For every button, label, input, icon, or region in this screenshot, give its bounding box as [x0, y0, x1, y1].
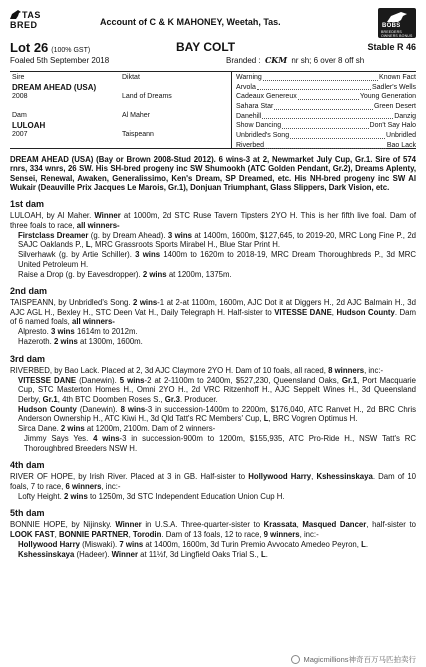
text-run: LULOAH, by Al Maher. — [10, 211, 95, 221]
ped-great-grandparent: Sadler's Wells — [372, 83, 416, 91]
dam-section — [10, 354, 416, 453]
bold-text: VITESSE DANE — [18, 375, 77, 385]
ped-grandparent: Show Dancing — [236, 122, 282, 130]
text-run: , Port Macquarie Cup, STC Masterton Homes H., Omni 2YO H., 2d VRC Ritzenhoff H., AJC Seppelt Wines H., 3d Queensland Derby, — [18, 375, 416, 404]
gst-note: (100% GST) — [51, 47, 91, 54]
bold-text: Hudson County — [18, 404, 77, 414]
dam-heading: 3rd dam — [10, 353, 46, 364]
bold-text: L — [85, 240, 91, 250]
dam-section — [10, 460, 416, 501]
text-run: -3 in succession-900m to 1200m, $155,935, ATC Pro-Ride H., NSW Tatt's RC Thoroughbred Breeders NSW H. — [24, 434, 416, 453]
sire-dam: Land of Dreams — [122, 93, 172, 100]
dotted-leader — [298, 93, 359, 100]
bold-text: all winners- — [71, 317, 115, 327]
foaled-line — [10, 56, 416, 68]
bold-text: Hollywood Harry — [248, 472, 312, 482]
ped-great-grandparent: Unbridled — [386, 132, 416, 140]
text-run: in U.S.A. Three-quarter-sister to — [141, 520, 264, 530]
lot-line — [10, 40, 416, 56]
bold-text: 9 winners — [263, 529, 300, 539]
bold-text: 3 wins — [135, 250, 161, 260]
pedigree-paragraph — [10, 270, 416, 280]
pedigree-paragraph — [10, 405, 416, 424]
bold-text: 2 wins — [60, 424, 85, 434]
pedigree-line — [236, 84, 416, 94]
sire-sire: Diktat — [122, 74, 140, 81]
text-run: at 1200m, 1375m. — [166, 269, 232, 279]
lot-number-text: Lot 26 — [10, 40, 49, 55]
pedigree-line — [236, 122, 416, 132]
bold-text: Kshessinskaya — [316, 472, 373, 482]
dam-dam: Taispeann — [122, 131, 154, 138]
text-run: 1400m to 1620m to 2018-19, MRC Dream Thoroughbreds P., 3d MRC United Petroleum H. — [18, 250, 416, 269]
bold-text: LOOK FAST — [10, 529, 55, 539]
bold-text: 2 wins — [53, 337, 78, 347]
ped-grandparent: Arvola — [236, 83, 256, 91]
pedigree-line — [236, 142, 416, 152]
bold-text: 8 winners — [328, 365, 365, 375]
bold-text: Krassata — [263, 520, 297, 530]
text-run: . Dam of 10 foals, 7 to race, — [10, 472, 416, 491]
text-run: at 1000m, 2d STC Ruse Tavern Tipsters 2YO H. This is her fifth live foal. Dam of three foals to race, — [10, 211, 417, 230]
ped-grandparent: Unbridled's Song — [236, 132, 290, 140]
text-run: , MRC Grassroots Sports Mirabel H., Blue Star Print H. — [90, 240, 281, 250]
bold-text: Gr.1 — [42, 394, 58, 404]
text-run: . Dam of 6 named foals, — [10, 307, 416, 327]
dam-heading: 5th dam — [10, 508, 45, 519]
text-run: , inc:- — [101, 481, 121, 491]
text-run: RIVERBED, by Bao Lack. Placed at 2, 3d AJC Claymore 2YO H. Dam of 10 foals, all raced, — [10, 365, 329, 375]
ped-great-grandparent: Danzig — [394, 112, 416, 120]
pedigree-paragraph — [10, 337, 416, 347]
stable-number: Stable R 46 — [367, 42, 416, 52]
dam-label: Dam — [12, 112, 27, 119]
pedigree-line — [236, 93, 416, 103]
ped-great-grandparent: Green Desert — [373, 103, 416, 111]
bold-text: Gr.3 — [164, 394, 180, 404]
ped-grandparent: Cadeaux Genereux — [236, 93, 297, 101]
pedigree-paragraph — [10, 492, 416, 502]
bold-text: 2 wins — [133, 298, 158, 308]
bold-text: all winners- — [76, 220, 120, 230]
watermark-text: Magicmillions神奇百万马匹拍卖行 — [303, 654, 416, 664]
text-run: BONNIE HOPE, by Nijinsky. — [10, 520, 116, 530]
pedigree-paragraph — [10, 250, 416, 269]
pedigree-line — [236, 103, 416, 113]
text-run: , half-sister to — [366, 520, 416, 530]
pedigree-paragraph — [10, 424, 416, 434]
lot-description: BAY COLT — [176, 40, 236, 54]
bold-text: 3 wins — [167, 230, 192, 240]
pedigree-left — [10, 72, 232, 148]
sire-name: DREAM AHEAD (USA) — [12, 83, 97, 92]
lot-number — [10, 40, 90, 56]
tas-bred-logo — [10, 10, 54, 34]
text-run: (Danewin). — [76, 404, 121, 414]
bold-text: 6 winners — [65, 481, 102, 491]
pedigree-paragraph — [10, 472, 416, 491]
female-line — [10, 199, 416, 559]
text-run: (Hadeer). — [74, 549, 112, 559]
bold-text: Hollywood Harry — [18, 539, 80, 549]
text-run: Hazeroth. — [18, 337, 54, 347]
text-run: , inc:- — [364, 365, 384, 375]
pedigree-paragraph — [10, 327, 416, 337]
bold-text: Firstclass Dreamer — [18, 230, 89, 240]
pedigree-right — [236, 74, 416, 152]
text-run: Silverhawk (g. by Artie Schiller). — [18, 250, 136, 260]
text-run: . Producer. — [179, 394, 218, 404]
text-run: , — [331, 307, 337, 317]
dotted-leader — [265, 142, 386, 149]
brand-info — [226, 56, 364, 66]
bold-text: VITESSE DANE — [274, 307, 332, 317]
logo-tas-text: TAS — [22, 10, 41, 20]
dam-year: 2007 — [12, 131, 28, 138]
watermark — [291, 655, 416, 664]
ped-grandparent: Warning — [236, 74, 262, 81]
text-run: RIVER OF HOPE, by Irish River. Placed at 3 in GB. Half-sister to — [10, 472, 249, 482]
text-run: at 1400m, 1600m, $127,645, to 2019-20, MRC Long Fine P., 2d SAJC Oaklands P., — [18, 230, 417, 250]
ped-grandparent: Sahara Star — [236, 103, 274, 111]
bold-text: 3 wins — [50, 327, 75, 337]
ped-great-grandparent: Known Fact — [379, 74, 416, 81]
foaled-date: Foaled 5th September 2018 — [10, 56, 110, 65]
text-run: , BRC Vogren Optimus H. — [268, 414, 358, 424]
ped-grandparent: Danehill — [236, 112, 262, 120]
dotted-leader — [263, 74, 378, 81]
pedigree-line — [236, 113, 416, 123]
text-run: TAISPEANN, by Unbridled's Song. — [10, 298, 134, 308]
dotted-leader — [274, 103, 373, 110]
bobs-logo-text: BOBS — [382, 23, 401, 29]
sire-summary: DREAM AHEAD (USA) (Bay or Brown 2008-Stud 2012). 6 wins-3 at 2, Newmarket July Cup, Gr.1. Sire of 574 rnrs, 334 wnrs, 26 SW. His SH-bred progeny inc SW Shumookh (ATC Golden Pendant, Gr.2), Dreams Aplenty, Sensei, Renewal, Awaken, Generalissimo, Ken's Dream, SP Dreamed, etc. His NH-bred progeny inc SW Al Wukair (Deauville Prix Jacques Le Marois, Gr.1), Donjuan Triumphant, Glass Slippers, Dark Vision, etc. — [10, 155, 416, 193]
text-run: , — [311, 472, 317, 482]
text-run: 1614m to 2012m. — [74, 327, 138, 337]
bold-text: 2 wins — [142, 269, 167, 279]
pedigree-paragraph — [10, 211, 416, 230]
dam-section — [10, 508, 416, 559]
pedigree-paragraph — [10, 298, 416, 327]
pedigree-paragraph — [10, 231, 416, 250]
sire-year: 2008 — [12, 93, 28, 100]
text-run: , — [296, 520, 303, 530]
text-run: (Miswaki). — [79, 539, 120, 549]
text-run: Jimmy Says Yes. — [24, 434, 94, 444]
pedigree-line — [236, 74, 416, 84]
bold-text: Gr.1 — [341, 375, 358, 385]
text-run: , inc:- — [299, 529, 319, 539]
bold-text: 2 wins — [63, 491, 88, 501]
dam-heading: 4th dam — [10, 460, 45, 471]
pedigree-paragraph — [10, 434, 416, 453]
page-header — [10, 8, 416, 43]
vendor-account: Account of C & K MAHONEY, Weetah, Tas. — [100, 17, 281, 27]
dotted-leader — [290, 132, 385, 139]
pedigree-paragraph — [10, 540, 416, 550]
horse-icon — [10, 10, 21, 19]
dotted-leader — [257, 84, 371, 91]
wechat-icon — [291, 655, 300, 664]
bold-text: 7 wins — [119, 539, 144, 549]
dam-heading: 1st dam — [10, 199, 45, 210]
bold-text: L — [361, 539, 366, 549]
text-run: at 1300m, 1600m. — [77, 337, 143, 347]
pedigree-line — [236, 132, 416, 142]
text-run: -3 in succession-1400m to 2200m, $176,040, ATC Ranvet H., 2d BRC Chris Anderson Ownership H., ATC Kiwi H., 3d Qld Tatt's RC Members' Cup, — [18, 404, 416, 424]
pedigree-paragraph — [10, 366, 416, 376]
bold-text: Torodin — [132, 529, 162, 539]
bold-text: L — [263, 414, 269, 424]
text-run: at 11½f, 3d Lingfield Oaks Trial S., — [137, 549, 261, 559]
dam-section — [10, 199, 416, 279]
text-run: Alpresto. — [18, 327, 51, 337]
dotted-leader — [282, 122, 368, 129]
dam-heading: 2nd dam — [10, 286, 48, 297]
text-run: , 4th BTC Doomben Roses S., — [57, 394, 165, 404]
text-run: Sirca Dane. — [18, 424, 61, 434]
ped-great-grandparent: Young Generation — [359, 93, 416, 101]
text-run: -1 at 2-at 1100m, 1600m, AJC Dot it at Diggers H., 2d AJC Balmain H., 3d AJC AGL H., Bexley H., STC Deen Vat H., Daily Telegraph H. Half-sister to — [10, 298, 416, 317]
text-run: , — [54, 529, 59, 539]
bold-text: 5 wins — [119, 375, 145, 385]
bold-text: L — [260, 549, 266, 559]
branded-label: Branded : — [226, 56, 261, 65]
horse-icon — [386, 11, 408, 23]
logo-bred-text: BRED — [10, 20, 38, 30]
pedigree-table — [10, 71, 416, 149]
pedigree-paragraph — [10, 376, 416, 405]
bold-text: 8 wins — [120, 404, 146, 414]
ped-grandparent: Riverbed — [236, 141, 265, 149]
text-run: -2 at 2-1100m to 2400m, $527,230, Queensland Oaks, — [144, 375, 342, 385]
ped-great-grandparent: Bao Lack — [386, 141, 416, 149]
bobs-logo — [378, 8, 416, 43]
dam-name: LULOAH — [12, 121, 46, 130]
text-run: (Danewin). — [76, 375, 120, 385]
text-run: . — [365, 539, 369, 549]
bold-text: 4 wins — [93, 434, 120, 444]
bold-text: BONNIE PARTNER — [58, 529, 129, 539]
catalogue-page — [10, 8, 416, 658]
text-run: . Dam of 13 foals, 12 to race, — [161, 529, 264, 539]
bold-text: Winner — [111, 549, 138, 559]
text-run: , — [128, 529, 133, 539]
ped-great-grandparent: Don't Say Halo — [369, 122, 416, 130]
dam-section — [10, 286, 416, 346]
bold-text: Winner — [94, 211, 121, 221]
bold-text: Masqued Dancer — [302, 520, 367, 530]
text-run: Raise a Drop (g. by Eavesdropper). — [18, 269, 143, 279]
pedigree-paragraph — [10, 520, 416, 539]
bold-text: Kshessinskaya — [18, 549, 75, 559]
sire-label: Sire — [12, 74, 25, 81]
brand-code: CKM — [264, 55, 288, 65]
text-run: to 1250m, 3d STC Independent Education Union Cup H. — [87, 491, 285, 501]
dotted-leader — [262, 113, 393, 120]
dam-sire: Al Maher — [122, 112, 151, 119]
text-run: . — [265, 549, 268, 559]
bold-text: Hudson County — [336, 307, 395, 317]
text-run: at 1200m, 2100m. Dam of 2 winners- — [84, 424, 216, 434]
text-run: at 1400m, 1600m, 3d Turin Premio Avvocato Amedeo Peyron, — [143, 539, 362, 549]
brand-location: nr sh; 6 over 8 off sh — [291, 56, 365, 65]
bold-text: Winner — [115, 520, 142, 530]
text-run: Lofty Height. — [18, 491, 64, 501]
bobs-logo-subtext: BREEDERS OWNERS BONUS SCHEME — [381, 30, 413, 43]
text-run: (g. by Dream Ahead). — [88, 230, 168, 240]
pedigree-paragraph — [10, 550, 416, 560]
